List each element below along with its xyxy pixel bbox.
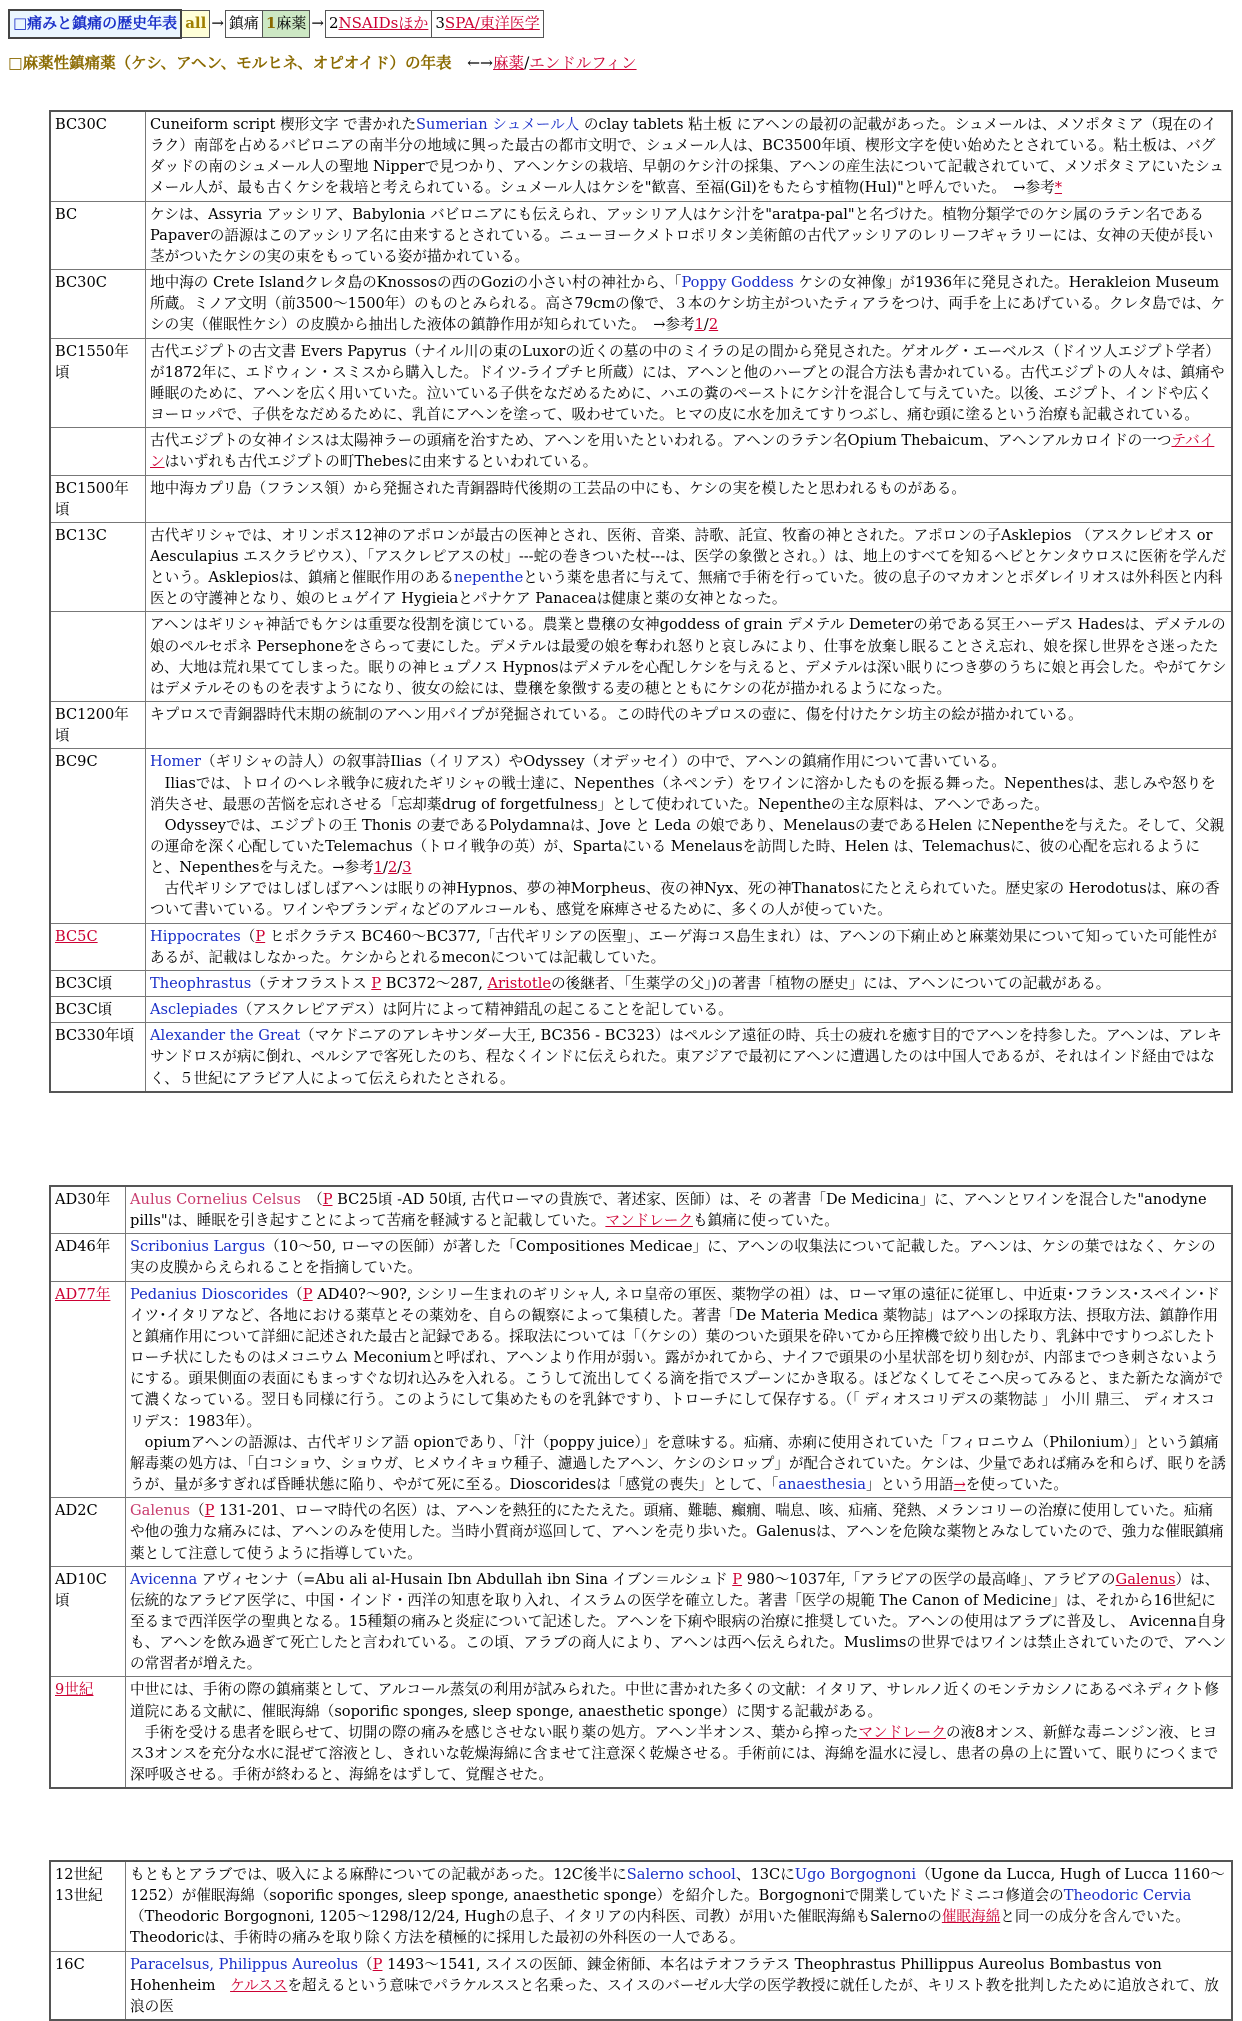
table-row — [50, 1861, 1232, 1951]
text-span: 1493〜1541, スイスの医師、錬金術師、本名はテオフラテス Theophrastus Phillippus Aureolus Bombastus von Hohenheim — [130, 1955, 1162, 1994]
text-span: の後継者、「生薬学の父」)の著書「植物の歴史」には、アヘンについての記載がある。 — [551, 974, 1111, 992]
row-description — [146, 612, 1233, 702]
table-row — [50, 970, 1232, 996]
name-term: Asclepiades — [150, 1001, 238, 1019]
text-span: の液8オンス、新鮮な毒ニンジン液、ヒヨス3オンスを充分な水に混ぜて溶液とし、きれいな乾燥海綿に含ませて注意深く乾燥させる。手術前には、海綿を温水に浸し、患者の鼻の上に置いて、眠りにつくまで深呼吸させる。手術が終わると、海綿をはずして、覚醒させた。 — [130, 1723, 1219, 1784]
table-row — [50, 338, 1232, 428]
text-span: Odysseyでは、エジプトの王 Thonis の妻であるPolydamnaは、Jove と Leda の娘であり、Menelausの妻であるHelen にNepentheを与えた。そして、父親の運命を深く心配していたTelemachus（トロイ戦争の英）が、Spartaにいる Menelausを訪問した時、Helen は、Telemachusに、彼の心配を忘れるようにと、Nepenthesを与えた。→参考 — [150, 816, 1225, 877]
text-span: 、13Cに — [735, 1866, 795, 1883]
name-term: Theodoric Cervia — [1063, 1887, 1192, 1905]
ref-link[interactable]: → — [953, 1476, 966, 1494]
ref-link[interactable]: P — [302, 1285, 313, 1303]
row-date: AD46年 — [50, 1234, 126, 1281]
timeline-table-bc — [49, 110, 1233, 1093]
row-description — [126, 1186, 1233, 1234]
paragraph — [130, 1432, 1227, 1495]
name-term: Theophrastus — [150, 974, 252, 992]
text-span: 古代ギリシアではしばしばアヘンは眠りの神Hypnos、夢の神Morpheus、夜の神Nyx、死の神Thanatosにたとえられていた。歴史家の Herodotusは、麻の香ついて書いている。ワインやブランディなどのアルコールも、感覚を麻痺させるために、多くの人が使っていた。 — [150, 880, 1220, 919]
text-span: 古代エジプトの女神イシスは太陽神ラーの頭痛を治すため、アヘンを用いたといわれる。アヘンのラテン名Opium Thebaicum、アヘンアルカロイドの一つ — [150, 432, 1172, 450]
text-span: 古代ギリシャでは、オリンポス12神のアポロンが最古の医神とされ、医術、音楽、詩歌、託宣、牧畜の神とされた。アポロンの子Asklepios （アスクレピオス or Aesculapius エスクラピウス）、「アスクレピアスの杖」---蛇の巻きついた杖---は、医学の象徴とされ。）は、地上のすべてを知るヘビとケンタウロスに医術を学んだという。Asklepiosは、鎮痛と催眠作用のある — [150, 526, 1227, 587]
ref-link[interactable]: 1 — [373, 859, 384, 877]
name-term: Salerno school — [626, 1866, 736, 1883]
name-term: Homer — [150, 753, 201, 771]
table-row — [50, 522, 1232, 612]
text-span: BC25頃 -AD 50頃, 古代ローマの貴族で、著述家、医師）は、そ の著書「De Medicina」に、アヘンとワインを混合した"anodyne pills"は、睡眠を引き起すことによって苦痛を軽減すると記載していた。 — [130, 1191, 1207, 1230]
table-row — [50, 1234, 1232, 1281]
link-endorphin[interactable]: エンドルフィン — [529, 54, 637, 72]
home-link[interactable]: □痛みと鎮痛の歴史年表 — [9, 10, 181, 38]
paragraph — [150, 878, 1227, 920]
text-span: 地中海カプリ島（フランス領）から発掘された青銅器時代後期の工芸品の中にも、ケシの実を模したと思われるものがある。 — [150, 479, 966, 497]
row-date — [50, 428, 146, 475]
row-date: BC9C — [50, 749, 146, 923]
row-description — [126, 1234, 1233, 1281]
text-span: （テオフラストス — [251, 974, 372, 992]
ref-link[interactable]: P — [204, 1502, 215, 1520]
row-date: BC3C頃 — [50, 997, 146, 1023]
row-description — [146, 428, 1233, 475]
table-row — [50, 1498, 1232, 1566]
text-span: ケシの女神像」が1936年に発見された。Herakleion Museum所蔵。ミノア文明（前3500〜1500年）のものとみられる。高さ79cmの像で、３本のケシ坊主がついたティアラをつけ、両手を上にあげている。クレタ島では、ケシの実（催眠性ケシ）の皮膜から抽出した液体の鎮静作用が知られていた。 →参考 — [150, 274, 1226, 334]
text-span: （ — [240, 927, 256, 945]
nav-bar — [8, 9, 544, 39]
ref-link[interactable]: Galenus — [1115, 1570, 1176, 1588]
table-row — [50, 1951, 1232, 2020]
row-date: BC30C — [50, 270, 146, 338]
text-span: はいずれも古代エジプトの町Thebesに由来するといわれている。 — [164, 453, 598, 471]
slash: / — [524, 54, 530, 72]
tab-spa[interactable]: 3SPA/東洋医学 — [432, 10, 543, 38]
chintsu-label: 鎮痛 — [225, 10, 262, 38]
text-span: 」という用語 — [865, 1476, 954, 1494]
text-span: BC372〜287, — [381, 974, 488, 992]
text-span: を使っていた。 — [965, 1476, 1068, 1494]
text-span: （10〜50, ローマの医師）が著した「Compositiones Medicae」に、アヘンの収集法について記載した。アヘンは、ケシの葉ではなく、ケシの実の皮膜からえられることを指摘していた。 — [130, 1238, 1216, 1277]
row-date: 16C — [50, 1951, 126, 2020]
row-description — [146, 1023, 1233, 1092]
timeline-table-medieval — [49, 1860, 1233, 2021]
ref-link[interactable]: * — [1054, 179, 1063, 197]
row-description — [146, 970, 1233, 996]
row-date: AD30年 — [50, 1186, 126, 1234]
nav-arrow: → — [211, 14, 224, 32]
timeline-table-ad — [49, 1185, 1233, 1789]
table-row — [50, 612, 1232, 702]
table-row — [50, 475, 1232, 522]
row-description — [146, 702, 1233, 749]
page-title: □麻薬性鎮痛薬（ケシ、アヘン、モルヒネ、オピオイド）の年表 — [8, 53, 452, 72]
ref-link[interactable]: 2 — [708, 316, 719, 334]
text-span: 地中海の Crete Islandクレタ島のKnossosの西のGoziの小さい村の神社から、「 — [150, 274, 682, 292]
name-term: Hippocrates — [150, 927, 241, 945]
text-span: / — [397, 859, 403, 877]
row-date: BC3C頃 — [50, 970, 146, 996]
paragraph — [150, 815, 1227, 878]
row-date — [50, 612, 146, 702]
paragraph — [150, 773, 1227, 815]
name-term: Poppy Goddess — [681, 274, 794, 292]
name-term: Alexander the Great — [150, 1027, 301, 1045]
row-date: BC1550年頃 — [50, 338, 146, 428]
table-row — [50, 1566, 1232, 1677]
page-subtitle — [8, 52, 637, 74]
text-span: もともとアラブでは、吸入による麻酔についての記載があった。12C後半に — [130, 1866, 627, 1883]
row-date: BC1500年頃 — [50, 475, 146, 522]
paragraph — [130, 1284, 1227, 1432]
ref-link[interactable]: P — [371, 974, 382, 992]
ref-link[interactable]: P — [732, 1570, 743, 1588]
ref-link[interactable]: テバイン — [150, 432, 1215, 471]
row-description — [146, 338, 1233, 428]
row-description — [126, 1677, 1233, 1788]
row-description — [146, 201, 1233, 269]
table-row — [50, 111, 1232, 201]
row-description — [126, 1951, 1233, 2020]
table-row — [50, 428, 1232, 475]
table-row — [50, 270, 1232, 338]
row-description — [146, 923, 1233, 970]
ref-link[interactable]: P — [255, 927, 266, 945]
ref-link[interactable]: ケルスス — [230, 1976, 288, 1994]
text-span: 131-201、ローマ時代の名医）は、アヘンを熱狂的にたたえた。頭痛、難聴、癲癇、喘息、咳、疝痛、発熱、メランコリーの治療に使用していた。疝痛や他の強力な痛みには、アヘンのみを使用した。当時小質商が巡回して、アヘンを売り歩いた。Galenusは、アヘンを危険な薬物とみなしていたので、強力な催眠鎮痛薬として注意して使うように指導していた。 — [130, 1502, 1224, 1562]
text-span: （ — [288, 1285, 303, 1303]
text-span: 980〜1037年,「アラビアの医学の最高峰」、アラビアの — [742, 1570, 1116, 1588]
link-narcotics[interactable]: 麻薬 — [493, 54, 525, 72]
row-description — [146, 270, 1233, 338]
paragraph — [150, 751, 1227, 772]
text-span: という薬を患者に与えて、無痛で手術を行っていた。彼の息子のマカオンとポダレイリオスは外科医と内科医との守護神となり、娘のヒュゲイア Hygieiaとパナケア Panaceaは健康と薬の女神となった。 — [150, 569, 1223, 608]
ref-link[interactable]: マンドレーク — [605, 1212, 693, 1230]
text-span: Iliasでは、トロイのヘレネ戦争に疲れたギリシャの戦士達に、Nepenthes（ネペンテ）をワインに溶かしたものを振る舞った。Nepenthesは、悲しみや怒りを消失させ、最悪の苦悩を忘れさせる「忘却薬drug of forgetfulness」として使われていた。Nepentheの主な原料は、アヘンであった。 — [150, 774, 1216, 813]
ref-link[interactable]: P — [322, 1191, 333, 1208]
table-row — [50, 702, 1232, 749]
row-date: BC — [50, 201, 146, 269]
row-date: AD2C — [50, 1498, 126, 1566]
table-row — [50, 201, 1232, 269]
text-span: 中世には、手術の際の鎮痛薬として、アルコール蒸気の利用が試みられた。中世に書かれた多くの文献：イタリア、サレルノ近くのモンテカシノにあるベネディクト修道院にある文献に、催眠海綿（soporific sponges, sleep sponge, anaesthetic sponge）に関する記載がある。 — [130, 1681, 1219, 1720]
text-span: Cuneiform script 楔形文字 で書かれた — [150, 116, 417, 133]
table-row — [50, 749, 1232, 923]
text-span: （Theodoric Borgognoni, 1205〜1298/12/24, Hughの息子、イタリアの内科医、司教）が用いた催眠海綿もSalernoの — [130, 1908, 942, 1926]
text-span: （ — [358, 1955, 373, 1973]
name-term: Ugo Borgognoni — [794, 1866, 917, 1883]
text-span: （ — [300, 1191, 323, 1208]
row-date: BC1200年頃 — [50, 702, 146, 749]
text-span: ）は、伝統的なアラビア医学に、中国・インド・西洋の知恵を取り入れ、イスラムの医学を確立した。著書「医学の規範 The Canon of Medicine」は、それから16世紀に至るまで西洋医学の聖典となる。15種類の痛みと炎症について記述した。アヘンを下痢や眼病の治療に推奨していた。アヘンの使用はアラブに普及し、 Avicenna自身も、アヘンを飲み過ぎて死亡したと言われている。この頃、アラブの商人により、アヘンは西へ伝えられた。Muslimsの世界ではワインは禁止されていたので、アヘンの常習者が増えた。 — [130, 1570, 1227, 1673]
row-date: AD10C頃 — [50, 1566, 126, 1677]
row-description — [146, 749, 1233, 923]
ref-link[interactable]: 催眠海綿 — [941, 1908, 1001, 1926]
text-span: ケシは、Assyria アッシリア、Babylonia バビロニアにも伝えられ、アッシリア人はケシ汁を"aratpa-pal"と名づけた。植物分類学でのケシ属のラテン名であるPapaverの語源はこのアッシリア名に由来するとされている。ニューヨークメトロポリタン美術館の古代アッシリアのレリーフギャラリーには、女神の天使が長い茎がついたケシの実の束をもっている姿が描かれている。 — [150, 205, 1214, 265]
name-term: Avicenna — [130, 1570, 198, 1588]
name-term: Galenus — [130, 1502, 190, 1520]
text-span: （マケドニアのアレキサンダー大王, BC356 - BC323）はペルシア遠征の時、兵士の疲れを癒す目的でアヘンを持参した。アヘンは、アレキサンドロスが病に倒れ、ペルシアで客死したのち、程なくインドに伝えられた。東アジアで最初にアヘンに遭遇したのは中国人であるが、それはインド経由ではなく、５世紀にアラビア人によって伝えられたとされる。 — [150, 1027, 1222, 1087]
text-span: （ギリシャの詩人）の叙事詩Ilias（イリアス）やOdyssey（オデッセイ）の中で、アヘンの鎮痛作用について書いている。 — [200, 753, 1006, 771]
row-description — [146, 111, 1233, 201]
row-date: BC30C — [50, 111, 146, 201]
ref-link[interactable]: マンドレーク — [858, 1723, 946, 1741]
row-description — [126, 1861, 1233, 1951]
all-link[interactable]: all — [181, 10, 210, 38]
text-span: アヴィセンナ（=Abu ali al-Husain Ibn Abdullah ibn Sina イブン＝ルシュド — [197, 1570, 733, 1588]
row-description — [126, 1566, 1233, 1677]
ref-link[interactable]: 2 — [387, 859, 398, 877]
text-span: アヘンはギリシャ神話でもケシは重要な役割を演じている。農業と豊穣の女神goddess of grain デメテル Demeterの弟である冥王ハーデス Hadesは、デメテルの娘のペルセポネ Persephoneをさらって妻にした。デメテルは最愛の娘を奪われ怒りと哀しみにより、仕事を放棄し眠ることさえ忘れ、娘を探し世界をさ迷ったため、大地は荒れ果ててしまった。眠りの神ヒュプノス Hypnosはデメテルを心配しケシを与えると、デメテルは深い眠りにつき夢のうちに娘と再会した。やがてケシはデメテルそのものを表すようになり、彼女の絵には、豊穣を象徴する麦の穂とともにケシの花が描かれるようになった。 — [150, 616, 1227, 697]
text-span: と同一の成分を含んでいた。Theodoricは、手術時の痛みを取り除く方法を積極的に採用した最初の外科医の一人である。 — [130, 1908, 1190, 1947]
text-span: / — [383, 859, 388, 877]
text-span: のclay tablets 粘土板 にアヘンの最初の記載があった。シュメールは、メソポタミア（現在のイラク）南部を占めるバビロニアの南半分の地域に興った最古の都市文明で、シュメール人は、BC3500年頃、楔形文字を使い始めたとされている。粘土板は、バグダッドの南のシュメール人の聖地 Nipperで見つかり、アヘンケシの栽培、早朝のケシ汁の採集、アヘンの産生法について記載されていて、メソポタミアにいたシュメール人が、最も古くケシを栽培と考えられている。シュメール人はケシを"歓喜、至福(Gil)をもたらす植物(Hul)"と呼んでいた。 →参考 — [150, 116, 1224, 197]
row-description — [146, 997, 1233, 1023]
name-term: anaesthesia — [778, 1476, 866, 1494]
row-date: BC330年頃 — [50, 1023, 146, 1092]
text-span: 手術を受ける患者を眠らせて、切開の際の痛みを感じさせない眠り薬の処方。アヘン半オンス、葉から搾った — [144, 1723, 859, 1741]
row-date[interactable]: 9世紀 — [50, 1677, 126, 1788]
text-span: （ — [189, 1502, 205, 1520]
subtitle-arrow: ←→ — [467, 54, 494, 72]
text-span: キプロスで青銅器時代末期の統制のアヘン用パイプが発掘されている。この時代のキプロスの壺に、傷を付けたケシ坊主の絵が描かれている。 — [150, 706, 1083, 724]
name-term: nepenthe — [453, 569, 524, 587]
tab-nsaids[interactable]: 2NSAIDsほか — [325, 10, 431, 38]
tab-narcotics: 1麻薬 — [262, 10, 309, 38]
row-date[interactable]: AD77年 — [50, 1281, 126, 1498]
text-span: （Ugone da Lucca, Hugh of Lucca 1160〜1252）が催眠海綿（soporific sponges, sleep sponge, anaesthetic sponge）を紹介した。Borgognoniで開業していたドミニコ修道会の — [130, 1866, 1225, 1905]
ref-link[interactable]: 1 — [694, 316, 704, 334]
row-date: BC13C — [50, 522, 146, 612]
ref-link[interactable]: P — [372, 1955, 383, 1973]
text-span: / — [703, 316, 709, 334]
text-span: opiumアヘンの語源は、古代ギリシア語 opionであり、「汁（poppy juice）」を意味する。疝痛、赤痢に使用されていた「フィロニウム（Philonium）」という鎮痛解毒薬の処方は、「白コショウ、ショウガ、ヒメウイキョウ種子、濾過したアヘン、ケシのシロップ」が配合されていた。ケシは、少量であれば痛みを和らげ、眠りを誘うが、量が多すぎれば昏睡状態に陥り、やがて死に至る。Dioscoridesは「感覚の喪失」として、「 — [130, 1433, 1226, 1494]
text-span: も鎮痛に使っていた。 — [692, 1212, 839, 1230]
table-row — [50, 1281, 1232, 1498]
row-description — [146, 475, 1233, 522]
row-date: 12世紀 13世紀 — [50, 1861, 126, 1951]
table-row — [50, 1677, 1232, 1788]
name-term: Sumerian シュメール人 — [416, 116, 580, 133]
name-term: Scribonius Largus — [130, 1238, 266, 1256]
nav-arrow: → — [311, 14, 324, 32]
text-span: （アスクレピアデス）は阿片によって精神錯乱の起こることを記している。 — [237, 1001, 733, 1019]
table-row — [50, 997, 1232, 1023]
table-row — [50, 1186, 1232, 1234]
table-row — [50, 1023, 1232, 1092]
ref-link[interactable]: Aristotle — [487, 974, 552, 992]
row-date[interactable]: BC5C — [50, 923, 146, 970]
row-description — [126, 1498, 1233, 1566]
text-span: AD40?〜90?, シシリー生まれのギリシャ人, ネロ皇帝の軍医、薬物学の祖）は、ローマ軍の遠征に従軍し、中近東･フランス･スペイン･ドイツ･イタリアなど、各地における薬草とその薬効を、自らの観察によって集積した。著書「De Materia Medica 薬物誌」はアヘンの採取方法、摂取方法、鎮静作用と鎮痛作用について詳細に記述された最古と記録である。採取法については「（ケシの）葉のついた頭果を砕いてから圧搾機で絞り出したり、乳鉢中ですりつぶしたトローチ状にしたものはメコニウム Meconiumと呼ばれ、アヘンより作用が弱い。露がかれてから、ナイフで頭果の小星状部を切り刻むが、内部までつき刺さないようにする。頭果側面の表面にもまっすぐな切れ込みを入れる。こうして流出してくる滴を指でスプーンにかき取る。ほどなくしてそこへ戻ってみると、また新たな滴がでて濃くなっている。翌日も同様に行う。このようにして集めたものを乳鉢ですり、トローチにして保存する。（「 ディオスコリデスの薬物誌 」 小川 鼎三、 ディオスコリデス：1983年）。 — [130, 1285, 1224, 1430]
name-term: Paracelsus, Philippus Aureolus — [130, 1955, 358, 1973]
name-term: Aulus Cornelius Celsus — [130, 1191, 301, 1208]
paragraph — [130, 1722, 1227, 1785]
text-span: 古代エジプトの古文書 Evers Papyrus（ナイル川の東のLuxorの近くの墓の中のミイラの足の間から発見された。ゲオルグ・エーベルス（ドイツ人エジプト学者）が1872年に、エドウィン・スミスから購入した。ドイツ-ライプチヒ所蔵）には、アヘンと他のハーブとの混合方法も書かれている。古代エジプトの人々は、鎮痛や睡眠のために、アヘンを広く用いていた。泣いている子供をなだめるために、ハエの糞のペーストにケシ汁を混合して与えていた。以後、エジプト、インドや広くヨーロッパで、子供をなだめるために、乳首にアヘンを塗って、吸わせていた。ヒマの皮に水を加えてすりつぶし、痛む頭に塗るという治療も記載されている。 — [150, 342, 1225, 424]
text-span: ヒポクラテス BC460〜BC377,「古代ギリシアの医聖」、エーゲ海コス島生まれ）は、アヘンの下痢止めと麻薬効果について知っていた可能性があるが、記載はしなかった。ケシからとれるmeconについては記載していた。 — [150, 927, 1217, 966]
name-term: Pedanius Dioscorides — [130, 1285, 289, 1303]
row-description — [126, 1281, 1233, 1498]
ref-link[interactable]: 3 — [402, 859, 412, 877]
row-description — [146, 522, 1233, 612]
paragraph — [130, 1679, 1227, 1721]
table-row — [50, 923, 1232, 970]
text-span: を超えるという意味でパラケルススと名乗った、スイスのバーゼル大学の医学教授に就任したが、キリスト教を批判したために追放されて、放浪の医 — [130, 1976, 1219, 2015]
